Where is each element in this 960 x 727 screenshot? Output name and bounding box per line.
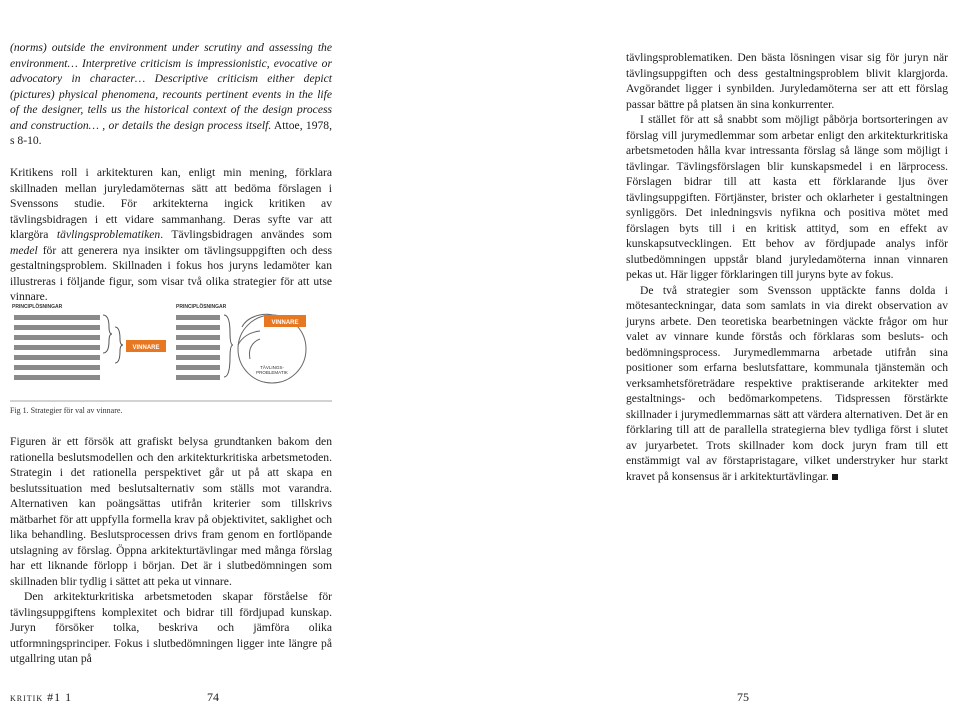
right-column-text [626, 50, 948, 484]
right-page [480, 0, 960, 727]
body-paragraph-criticism [10, 165, 332, 305]
left-brace-2 [115, 327, 123, 363]
para-figure-explanation: Figuren är ett försök att grafiskt belysa grundtanken bakom den rationella beslutsmodellen och den arkitekturkritiska arbetsmetoden. Strategin i det rationella perspektivet går ut på att skapa en beslutssituation med beslutsalternativ som ställs mot varandra. Alternativen kan poängsättas utifrån kriterier som tillskrivs mätbarhet för att uppfylla formella krav på objektivitet, saklighet och lika behandling. Beslutsprocessen drivs fram genom en fortlöpande utslagning av förslag. Öppna arkitekturtävlingar med många förslag har ett liknande förlopp i början. Det är i slutbedömningen som skillnaden blir tydlig i sättet att peka ut vinnare. [10, 435, 332, 588]
right-winner-label: VINNARE [271, 320, 299, 326]
center-label-line1: TÄVLINGS- [260, 365, 284, 370]
para1-part-b: . Tävlingsbidragen användes som [160, 228, 332, 241]
page-number-right: 75 [737, 690, 749, 704]
right-para-2: I stället för att så snabbt som möjligt påbörja bortsorteringen av förslag vill jurymedlemmar som arbetar enligt den arkitekturkritiska arbetsmetoden hålla kvar intressanta förslag så länge som möjligt i tävlingar. Tävlingsförslagen blir kunskapsmedel i en lärprocess. Förslagen bidrar till att kasta ett förklarande ljus över tävlingsuppgiften. Förtjänster, brister och oklarheter i gestaltningen synliggörs. Det inledningsvis nyfikna och positiva mötet med förslagen byts till i en kritisk attityd, som en effekt av kunskapsutvecklingen. Ett behov av fördjupade analys inför slutbedömningen uppstår bland juryledamöterna innan vinnaren pekas ut. Här ligger förklaringen till juryns byte av fokus. [626, 113, 948, 281]
right-option-boxes [176, 315, 220, 380]
left-winner-label: VINNARE [132, 345, 160, 351]
left-diagram-label: PRINCIPLÖSNINGAR [12, 304, 63, 310]
right-para-3: De två strategier som Svensson upptäckte fanns dolda i mötesanteckningar, data som samlats in via direkt observation av juryns arbete. Den teoretiska bearbetningen väckte frågor om hur valet av vinnare kunde förstås och förklaras som besluts- och bedömningsprocess. Jurymedlemmarna arbetade utifrån sina positioner som erfarna beslutsfattare, kommunala tjänstemän och verksamhetsföreträdare respektive praktiserande arkitekter med gestaltnings- och bedömarkompetens. Tidspressen förstärkte skillnader i jurymedlemmarnas sätt att värdera alternativen. Det är en förklaring till att de parallella strategierna blev tydliga först i slutet av juryarbetet. Trots skillnader kom dock juryn fram till ett enstämmigt val av förstapristagare, vilket understryker hur starkt kravet på konsensus är i arkitekturtävlingar. [626, 283, 948, 483]
quote-citation: Attoe, 1978, s 8-10. [10, 118, 332, 147]
para1-emphasis-1: tävlingsproblematiken [56, 228, 161, 241]
strategy-diagram [10, 297, 332, 405]
strategy-figure [10, 297, 332, 405]
center-label-line2: PROBLEMATIK [256, 370, 288, 375]
quote-text: (norms) outside the environment under scrutiny and assessing the environment… Interpretive criticism is impressionistic, evocative or advocatory in character… Descriptive criticism either depict (pictures) physical phenomena, recounts pertinent events in the life of the designer, tells us the historical context of the design process and construction… , or details the design process itself. [10, 41, 332, 132]
right-diagram-label: PRINCIPLÖSNINGAR [176, 304, 227, 310]
end-mark-icon [832, 474, 838, 480]
para1-part-c: för att generera nya insikter om tävlingsuppgiften och dess gestaltningsproblem. Skillnaden i fokus hos juryns ledamöter kan illustreras i följande figur, som visar två olika strategier för att utse vinnare. [10, 243, 332, 303]
body-paragraphs-strategy [10, 434, 332, 667]
para-critical-method: Den arkitekturkritiska arbetsmetoden skapar förståelse för tävlingsuppgiftens komplexitet och bidrar till fördjupad kunskap. Juryn försöker tolka, beskriva och jämföra olika utformningsprinciper. Fokus i slutbedömningen ligger inte längre på utgallring utan på [10, 590, 332, 665]
journal-footer: kritik #1 1 [10, 690, 73, 704]
right-brace [224, 315, 233, 377]
para1-emphasis-2: medel [10, 243, 38, 257]
english-quote [10, 40, 332, 149]
right-para-1: tävlingsproblematiken. Den bästa lösningen visar sig för juryn när tävlingsuppgiften och dess gestaltningsproblem blivit klargjorda. Avgörandet ligger i synbilden. Juryledamöterna ser att ett förslag passar bättre på platsen än sina konkurrenter. [626, 51, 948, 111]
left-brace-1 [103, 315, 112, 353]
page-number-left: 74 [207, 690, 219, 704]
right-para-3-wrapper [626, 283, 948, 485]
para1-part-a: Kritikens roll i arkitekturen kan, enligt min mening, förklara skillnaden mellan juryledamöternas sätt att bedöma förslagen i Svenssons studie. För arkitekterna ingick kritiken av tävlingsbidragen i ett vidare sammanhang. Deras syfte var att klargöra [10, 166, 332, 241]
figure-caption: Fig 1. Strategier för val av vinnare. [10, 406, 123, 415]
left-option-boxes [14, 315, 100, 380]
